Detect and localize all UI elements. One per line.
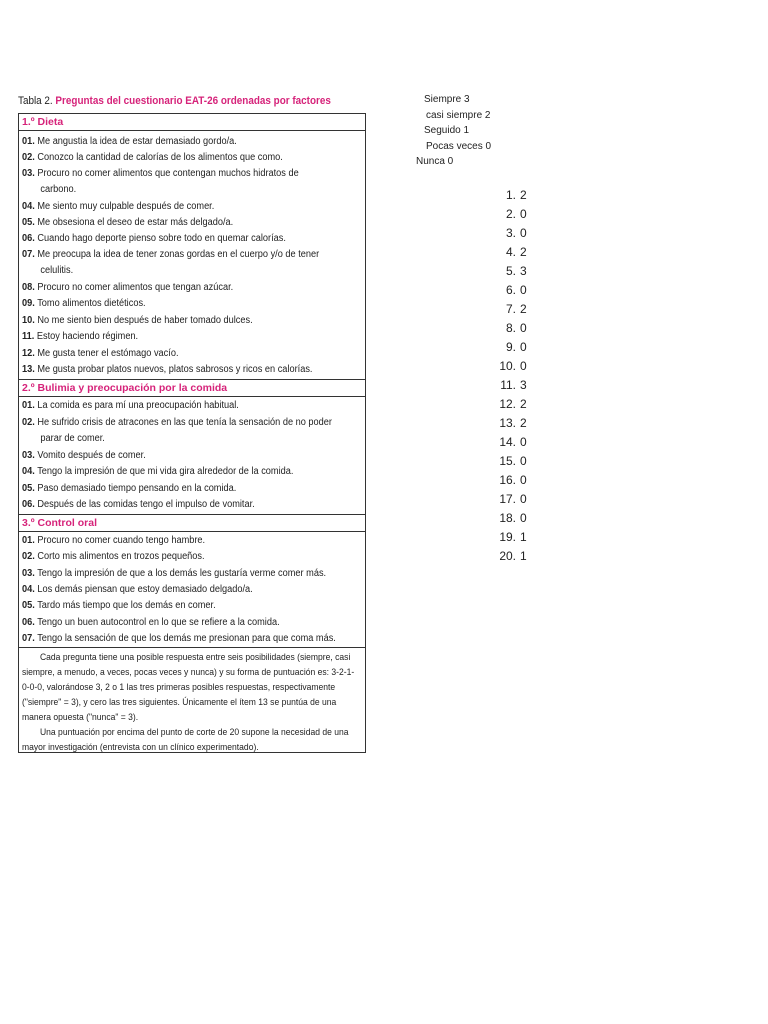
question-item (22, 415, 333, 447)
question-number: 11. (22, 331, 35, 342)
question-text: Estoy haciendo régimen. (36, 331, 139, 342)
question-text: Me siento muy culpable después de comer. (37, 201, 215, 212)
question-number: 04. (22, 584, 35, 595)
answer-value: 0 (520, 511, 527, 525)
answer-row (490, 186, 527, 205)
answer-number: 7. (505, 302, 516, 316)
question-number: 06. (22, 233, 35, 244)
question-text: Corto mis alimentos en trozos pequeños. (37, 551, 205, 562)
question-item (22, 549, 333, 565)
question-text: No me siento bien después de haber tomado dulces. (37, 315, 253, 326)
section-header-control-oral: 3.º Control oral (19, 514, 365, 532)
question-number: 05. (22, 217, 35, 228)
answer-number: 18. (499, 511, 516, 525)
answer-row (490, 471, 527, 490)
answer-value: 0 (520, 226, 527, 240)
answer-value: 0 (520, 283, 527, 297)
question-item (22, 362, 333, 378)
answer-row (490, 433, 527, 452)
question-text: Tardo más tiempo que los demás en comer. (37, 600, 216, 611)
question-item (22, 631, 336, 647)
answers-list (490, 186, 527, 566)
answer-number: 1. (505, 188, 516, 202)
question-text: Procuro no comer alimentos que contengan muchos hidratos de (37, 168, 299, 179)
question-item (22, 329, 333, 345)
answer-value: 0 (520, 321, 527, 335)
answer-row (490, 547, 527, 566)
answer-row (490, 205, 527, 224)
question-text: La comida es para mí una preocupación habitual. (37, 400, 239, 411)
question-text: Tengo la impresión de que a los demás les gustaría verme comer más. (37, 568, 327, 579)
question-number: 07. (22, 633, 35, 644)
question-item (22, 582, 333, 598)
question-number: 06. (22, 499, 35, 510)
question-number: 13. (22, 364, 35, 375)
question-text: Tengo un buen autocontrol en lo que se refiere a la comida. (37, 617, 280, 628)
answer-row (490, 281, 527, 300)
answer-number: 8. (505, 321, 516, 335)
question-number: 06. (22, 617, 35, 628)
question-number: 08. (22, 282, 35, 293)
section-header-dieta: 1.º Dieta (19, 114, 365, 131)
answer-value: 1 (520, 530, 527, 544)
answer-number: 15. (499, 454, 516, 468)
answer-row (490, 262, 527, 281)
scoring-note-paragraph-2: Una puntuación por encima del punto de corte de 20 supone la necesidad de una mayor investigación (entrevista con un clínico experimentado). (22, 727, 349, 753)
question-item (22, 296, 333, 312)
question-text-continuation: celulitis. (40, 265, 74, 276)
answer-row (490, 376, 527, 395)
question-text: Me gusta tener el estómago vacío. (37, 348, 179, 359)
answer-row (490, 490, 527, 509)
answer-row (490, 319, 527, 338)
answer-value: 0 (520, 340, 527, 354)
answer-row (490, 338, 527, 357)
legend-pocas-veces: Pocas veces 0 (426, 141, 492, 152)
question-number: 03. (22, 450, 35, 461)
answer-number: 9. (505, 340, 516, 354)
question-text: Cuando hago deporte pienso sobre todo en quemar calorías. (37, 233, 286, 244)
answer-number: 17. (499, 492, 516, 506)
question-number: 04. (22, 201, 35, 212)
answer-value: 0 (520, 473, 527, 487)
answer-number: 13. (499, 416, 516, 430)
answer-value: 2 (520, 245, 527, 259)
question-item (22, 598, 333, 614)
question-text-continuation: parar de comer. (40, 433, 105, 444)
answer-value: 3 (520, 378, 527, 392)
question-item (22, 199, 333, 215)
question-number: 09. (22, 298, 35, 309)
question-number: 01. (22, 535, 35, 546)
question-item (22, 481, 333, 497)
question-item (22, 346, 333, 362)
question-item (22, 134, 333, 150)
legend-siempre: Siempre 3 (424, 94, 470, 105)
question-text: Tomo alimentos dietéticos. (37, 298, 146, 309)
question-item (22, 615, 333, 631)
scoring-note (22, 650, 360, 755)
answer-row (490, 452, 527, 471)
question-item (22, 231, 333, 247)
caption-title: Preguntas del cuestionario EAT-26 ordenadas por factores (55, 95, 331, 107)
question-text: Procuro no comer cuando tengo hambre. (37, 535, 206, 546)
question-item (22, 166, 333, 198)
answer-value: 2 (520, 302, 527, 316)
question-text-continuation: carbono. (40, 184, 77, 195)
answer-value: 3 (520, 264, 527, 278)
answer-row (490, 224, 527, 243)
question-number: 02. (22, 417, 35, 428)
question-number: 07. (22, 249, 35, 260)
question-item (22, 497, 333, 513)
answer-row (490, 509, 527, 528)
eat26-table (18, 113, 366, 753)
answer-row (490, 243, 527, 262)
legend-casi-siempre: casi siempre 2 (426, 110, 491, 121)
answer-number: 11. (500, 378, 516, 392)
question-item (22, 448, 333, 464)
legend-nunca: Nunca 0 (416, 156, 454, 167)
answer-number: 10. (499, 359, 516, 373)
question-text: Procuro no comer alimentos que tengan azúcar. (37, 282, 234, 293)
answer-value: 0 (520, 492, 527, 506)
answer-number: 3. (505, 226, 516, 240)
table-caption (18, 95, 331, 107)
scoring-note-paragraph-1: Cada pregunta tiene una posible respuesta entre seis posibilidades (siempre, casi siempre, a menudo, a veces, pocas veces y nunca) y su forma de puntuación es: 3-2-1-0-0-0, valorándose 3, 2 o 1 las tres primeras posibles respuestas, respectivamente ("siempre" = 3), y cero las tres siguientes. Únicamente el ítem 13 se puntúa de una manera opuesta ("nunca" = 3). (22, 652, 355, 723)
answer-value: 2 (520, 188, 527, 202)
note-divider (19, 647, 365, 648)
question-item (22, 566, 333, 582)
answer-value: 0 (520, 454, 527, 468)
answer-value: 0 (520, 207, 527, 221)
question-text: Conozco la cantidad de calorías de los alimentos que como. (37, 152, 283, 163)
question-text: Los demás piensan que estoy demasiado delgado/a. (37, 584, 253, 595)
question-text: He sufrido crisis de atracones en las que tenía la sensación de no poder (37, 417, 332, 428)
answer-row (490, 357, 527, 376)
answer-number: 14. (499, 435, 516, 449)
answer-number: 2. (505, 207, 516, 221)
question-number: 01. (22, 400, 35, 411)
answer-number: 5. (505, 264, 516, 278)
answer-row (490, 300, 527, 319)
question-item (22, 280, 333, 296)
legend-seguido: Seguido 1 (424, 125, 470, 136)
section-header-bulimia: 2.º Bulimia y preocupación por la comida (19, 379, 365, 397)
question-text: Me obsesiona el deseo de estar más delgado/a. (37, 217, 234, 228)
answer-number: 12. (499, 397, 516, 411)
answer-row (490, 395, 527, 414)
question-item (22, 533, 333, 549)
question-item (22, 215, 333, 231)
answer-number: 6. (505, 283, 516, 297)
answer-number: 4. (505, 245, 516, 259)
answer-number: 19. (499, 530, 516, 544)
answer-value: 2 (520, 397, 527, 411)
caption-prefix: Tabla 2. (18, 95, 53, 107)
answer-row (490, 528, 527, 547)
question-text: Vomito después de comer. (37, 450, 146, 461)
question-text: Tengo la impresión de que mi vida gira alrededor de la comida. (37, 466, 294, 477)
question-number: 04. (22, 466, 35, 477)
answer-number: 16. (499, 473, 516, 487)
question-number: 02. (22, 152, 35, 163)
question-number: 12. (22, 348, 35, 359)
question-text: Me gusta probar platos nuevos, platos sabrosos y ricos en calorías. (37, 364, 313, 375)
answer-value: 2 (520, 416, 527, 430)
question-item (22, 313, 333, 329)
question-text: Tengo la sensación de que los demás me presionan para que coma más. (37, 633, 336, 644)
answer-value: 0 (520, 359, 527, 373)
question-number: 03. (22, 168, 35, 179)
question-text: Paso demasiado tiempo pensando en la comida. (37, 483, 237, 494)
answer-number: 20. (499, 549, 516, 563)
question-item (22, 398, 333, 414)
question-number: 01. (22, 136, 35, 147)
answer-row (490, 414, 527, 433)
question-number: 03. (22, 568, 35, 579)
question-item (22, 150, 333, 166)
question-text: Me angustia la idea de estar demasiado gordo/a. (37, 136, 237, 147)
question-number: 10. (22, 315, 35, 326)
question-number: 05. (22, 600, 35, 611)
question-number: 05. (22, 483, 35, 494)
question-number: 02. (22, 551, 35, 562)
question-item (22, 464, 333, 480)
question-text: Me preocupa la idea de tener zonas gordas en el cuerpo y/o de tener (37, 249, 320, 260)
answer-value: 1 (520, 549, 527, 563)
answer-value: 0 (520, 435, 527, 449)
question-item (22, 247, 333, 279)
question-text: Después de las comidas tengo el impulso de vomitar. (37, 499, 255, 510)
